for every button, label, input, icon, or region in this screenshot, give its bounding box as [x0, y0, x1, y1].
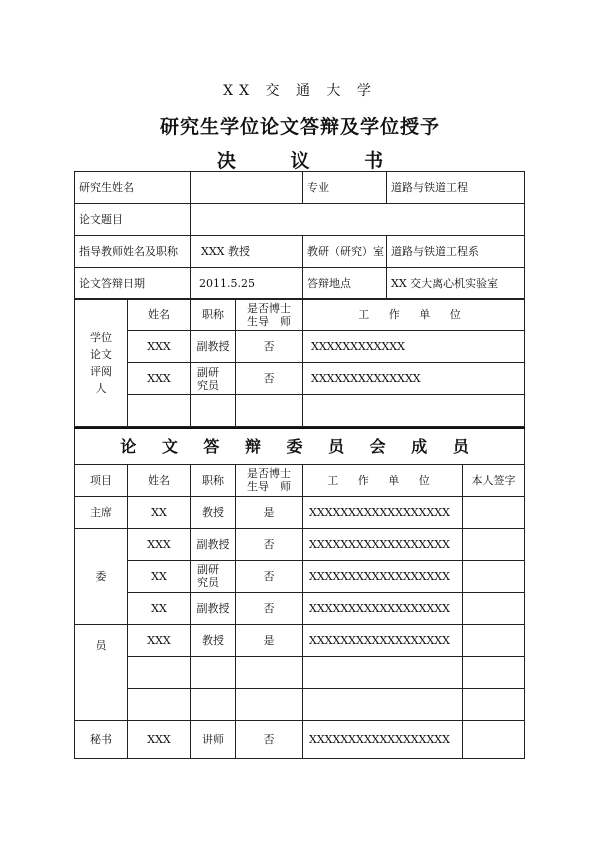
- committee-col-role: 项目: [75, 464, 128, 496]
- member-name[interactable]: XXX: [128, 624, 191, 656]
- thesis-value[interactable]: [191, 204, 525, 236]
- reviewers-section-label: 学位论文评阅人: [75, 299, 128, 427]
- reviewer-unit[interactable]: [303, 395, 525, 427]
- reviewer-supervisor[interactable]: 否: [236, 331, 303, 363]
- info-table: [74, 171, 525, 300]
- reviewer-supervisor[interactable]: 否: [236, 363, 303, 395]
- member-unit[interactable]: XXXXXXXXXXXXXXXXXX: [303, 592, 463, 624]
- thesis-label: 论文题目: [75, 204, 191, 236]
- reviewers-col-name: 姓名: [128, 299, 191, 331]
- member-signature[interactable]: [463, 528, 525, 560]
- committee-col-signature: 本人签字: [463, 464, 525, 496]
- committee-banner: 论 文 答 辩 委 员 会 成 员: [75, 428, 525, 464]
- reviewer-name[interactable]: [128, 395, 191, 427]
- info-row-thesis: [75, 204, 525, 236]
- committee-banner-row: [75, 428, 525, 464]
- secretary-signature[interactable]: [463, 720, 525, 758]
- reviewer-name[interactable]: XXX: [128, 363, 191, 395]
- committee-col-unit: 工 作 单 位: [303, 464, 463, 496]
- member-signature[interactable]: [463, 624, 525, 656]
- member-supervisor[interactable]: 是: [236, 624, 303, 656]
- date-label: 论文答辩日期: [75, 268, 191, 300]
- secretary-title[interactable]: 讲师: [191, 720, 236, 758]
- university-name: XX 交 通 大 学: [223, 83, 377, 99]
- major-value[interactable]: 道路与铁道工程: [387, 172, 525, 204]
- member-unit[interactable]: [303, 656, 463, 688]
- member-role-top: 委: [75, 528, 128, 624]
- member-signature[interactable]: [463, 592, 525, 624]
- member-name[interactable]: [128, 656, 191, 688]
- member-unit[interactable]: XXXXXXXXXXXXXXXXXX: [303, 528, 463, 560]
- secretary-unit[interactable]: XXXXXXXXXXXXXXXXXX: [303, 720, 463, 758]
- dept-value[interactable]: 道路与铁道工程系: [387, 236, 525, 268]
- member-supervisor[interactable]: [236, 656, 303, 688]
- table-row: [75, 363, 525, 395]
- reviewer-title[interactable]: 副研究员: [191, 363, 236, 395]
- document-subtitle: 决 议 书: [216, 150, 408, 172]
- table-row: [75, 560, 525, 592]
- reviewer-supervisor[interactable]: [236, 395, 303, 427]
- member-title[interactable]: [191, 656, 236, 688]
- chair-name[interactable]: XX: [128, 496, 191, 528]
- member-supervisor[interactable]: 否: [236, 560, 303, 592]
- secretary-role: 秘书: [75, 720, 128, 758]
- place-value[interactable]: XX 交大离心机实验室: [387, 268, 525, 300]
- date-value[interactable]: 2011.5.25: [191, 268, 303, 300]
- advisor-value[interactable]: XXX 教授: [191, 236, 303, 268]
- secretary-name[interactable]: XXX: [128, 720, 191, 758]
- chair-supervisor[interactable]: 是: [236, 496, 303, 528]
- reviewers-col-supervisor: 是否博士生导 师: [236, 299, 303, 331]
- member-supervisor[interactable]: 否: [236, 592, 303, 624]
- committee-col-title: 职称: [191, 464, 236, 496]
- member-signature[interactable]: [463, 656, 525, 688]
- member-title[interactable]: 副教授: [191, 528, 236, 560]
- major-label: 专业: [303, 172, 387, 204]
- info-row-advisor: [75, 236, 525, 268]
- table-row: [75, 656, 525, 688]
- member-name[interactable]: XX: [128, 592, 191, 624]
- reviewer-unit[interactable]: XXXXXXXXXXXXXX: [303, 363, 525, 395]
- reviewers-header-row: [75, 299, 525, 331]
- reviewer-title[interactable]: 副教授: [191, 331, 236, 363]
- reviewers-col-title: 职称: [191, 299, 236, 331]
- info-row-date: [75, 268, 525, 300]
- member-unit[interactable]: [303, 688, 463, 720]
- table-row: [75, 624, 525, 656]
- member-title[interactable]: [191, 688, 236, 720]
- member-name[interactable]: XX: [128, 560, 191, 592]
- place-label: 答辩地点: [303, 268, 387, 300]
- table-row: [75, 592, 525, 624]
- chair-role: 主席: [75, 496, 128, 528]
- member-name[interactable]: [128, 688, 191, 720]
- committee-col-supervisor: 是否博士生导 师: [236, 464, 303, 496]
- member-unit[interactable]: XXXXXXXXXXXXXXXXXX: [303, 560, 463, 592]
- reviewer-name[interactable]: XXX: [128, 331, 191, 363]
- table-row: [75, 395, 525, 427]
- document-title: 研究生学位论文答辩及学位授予: [159, 116, 440, 138]
- member-name[interactable]: XXX: [128, 528, 191, 560]
- member-unit[interactable]: XXXXXXXXXXXXXXXXXX: [303, 624, 463, 656]
- reviewers-col-unit: 工 作 单 位: [303, 299, 525, 331]
- chair-title[interactable]: 教授: [191, 496, 236, 528]
- member-supervisor[interactable]: [236, 688, 303, 720]
- member-title[interactable]: 副教授: [191, 592, 236, 624]
- chair-signature[interactable]: [463, 496, 525, 528]
- info-row-student: [75, 172, 525, 204]
- member-role-bottom: 员: [75, 624, 128, 720]
- student-value[interactable]: [191, 172, 303, 204]
- table-row: [75, 528, 525, 560]
- member-signature[interactable]: [463, 688, 525, 720]
- reviewer-unit[interactable]: XXXXXXXXXXXX: [303, 331, 525, 363]
- student-label: 研究生姓名: [75, 172, 191, 204]
- member-title[interactable]: 教授: [191, 624, 236, 656]
- secretary-supervisor[interactable]: 否: [236, 720, 303, 758]
- advisor-label: 指导教师姓名及职称: [75, 236, 191, 268]
- table-row: [75, 720, 525, 758]
- reviewer-title[interactable]: [191, 395, 236, 427]
- member-signature[interactable]: [463, 560, 525, 592]
- committee-header-row: [75, 464, 525, 496]
- committee-col-name: 姓名: [128, 464, 191, 496]
- reviewers-table: [74, 298, 525, 427]
- chair-unit[interactable]: XXXXXXXXXXXXXXXXXX: [303, 496, 463, 528]
- dept-label: 教研（研究）室: [303, 236, 387, 268]
- member-supervisor[interactable]: 否: [236, 528, 303, 560]
- table-row: [75, 331, 525, 363]
- committee-table: [74, 427, 525, 759]
- table-row: [75, 496, 525, 528]
- member-title[interactable]: 副研究员: [191, 560, 236, 592]
- table-row: [75, 688, 525, 720]
